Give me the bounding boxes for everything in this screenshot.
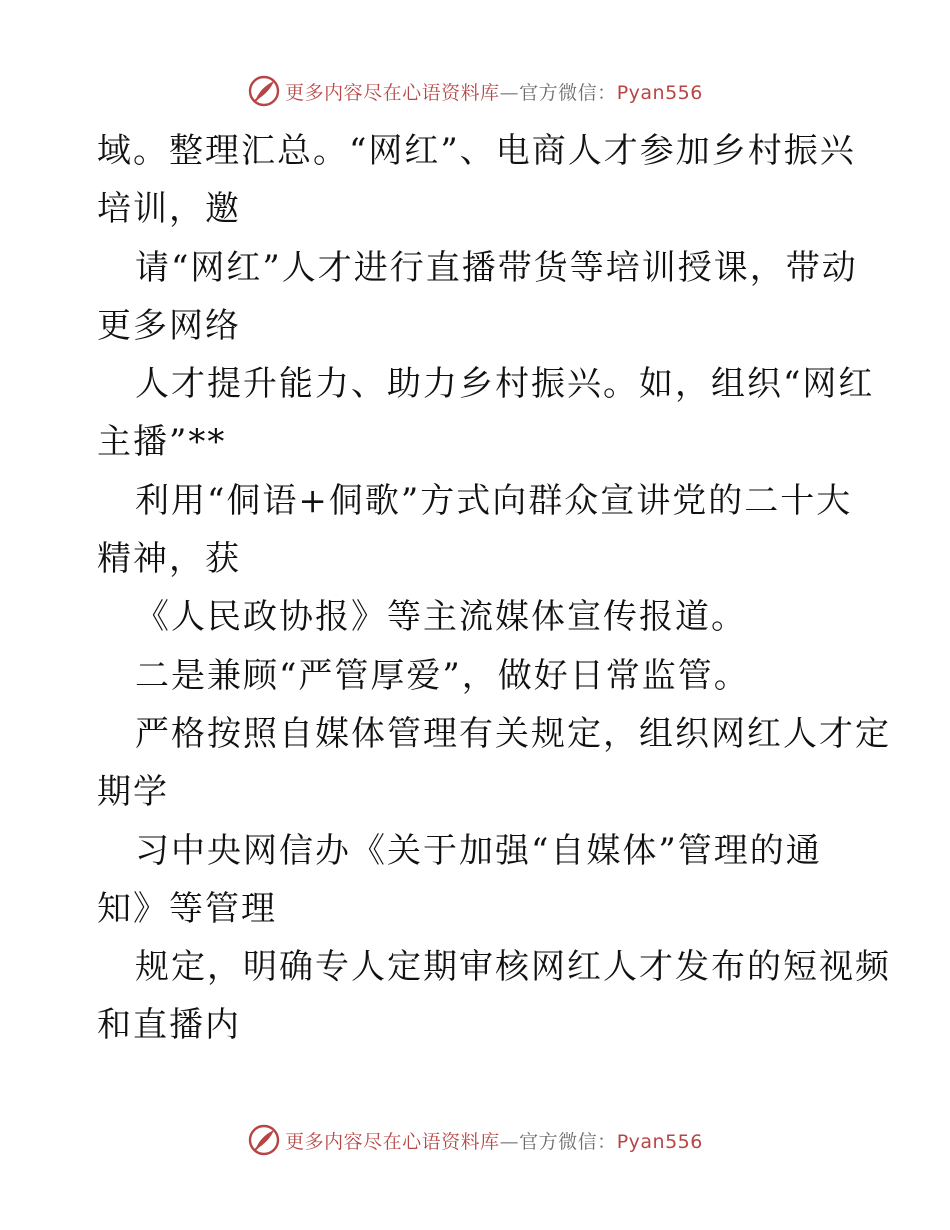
text-line: 培训，邀 [97, 189, 241, 230]
text-line: 和直播内 [97, 1005, 241, 1046]
document-body [97, 122, 891, 1055]
text-line: 精神，获 [97, 539, 241, 580]
text-line: 期学 [97, 772, 169, 813]
header-watermark [0, 73, 950, 109]
text-line: 主播”** [97, 422, 227, 463]
watermark-text: 更多内容尽在心语资料库—官方微信：Pyan556 [285, 81, 703, 104]
watermark-text: 更多内容尽在心语资料库—官方微信：Pyan556 [285, 1130, 703, 1153]
quill-logo-icon [247, 1123, 281, 1157]
text-line: 请“网红”人才进行直播带货等培训授课，带动 [135, 247, 858, 288]
text-line: 知》等管理 [97, 888, 277, 929]
text-line: 二是兼顾“严管厚爱”，做好日常监管。 [135, 655, 750, 696]
text-line: 《人民政协报》等主流媒体宣传报道。 [135, 597, 747, 638]
text-line: 域。整理汇总。“网红”、电商人才参加乡村振兴 [97, 131, 856, 171]
text-line: 更多网络 [97, 305, 241, 346]
footer-watermark [0, 1122, 950, 1158]
text-line: 利用“侗语+侗歌”方式向群众宣讲党的二十大 [135, 480, 853, 521]
text-line: 严格按照自媒体管理有关规定，组织网红人才定 [135, 713, 891, 754]
text-line: 习中央网信办《关于加强“自媒体”管理的通 [135, 830, 822, 871]
text-line: 人才提升能力、助力乡村振兴。如，组织“网红 [135, 364, 875, 405]
quill-logo-icon [247, 74, 281, 108]
text-line: 规定，明确专人定期审核网红人才发布的短视频 [135, 947, 891, 988]
